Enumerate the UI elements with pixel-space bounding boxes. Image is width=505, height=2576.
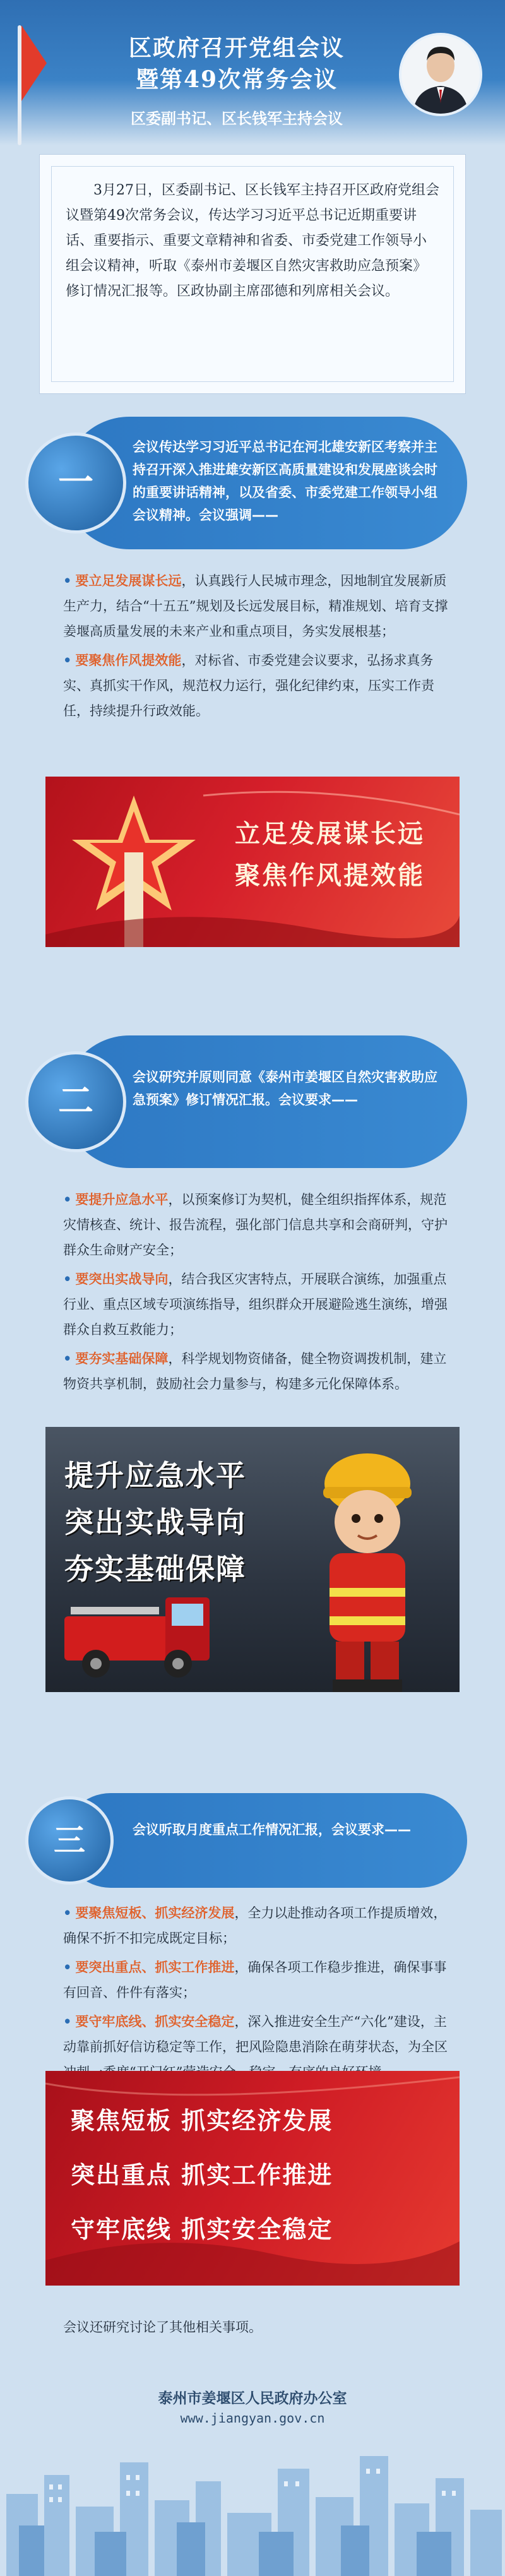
section-1-body — [63, 568, 454, 727]
list-item: • 要夯实基础保障，科学规划物资储备，健全物资调拨机制，建立物资共享机制，鼓励社会力量参与，构建多元化保障体系。 — [63, 1351, 447, 1392]
list-item: • 要提升应急水平，以预案修订为契机，健全组织指挥体系，规范灾情核查、统计、报告流程，强化部门信息共享和会商研判，守护群众生命财产安全； — [63, 1191, 448, 1258]
section-3-heading: 会议听取月度重点工作情况汇报，会议要求—— — [63, 1793, 467, 1888]
list-item: • 要突出重点、抓实工作推进，确保各项工作稳步推进，确保事事有回音、件件有落实； — [63, 1959, 447, 2000]
section-3-banner-text: 聚焦短板 抓实经济发展 突出重点 抓实工作推进 守牢底线 抓实安全稳定 — [71, 2106, 333, 2243]
bullet-icon: • — [63, 652, 72, 668]
bullet-icon: • — [63, 1271, 72, 1287]
footer-url: www.jiangyan.gov.cn — [180, 2411, 325, 2426]
bullet-icon: • — [63, 573, 72, 588]
intro-card — [39, 154, 466, 394]
section-3-body — [63, 1900, 454, 2089]
intro-text: 3月27日，区委副书记、区长钱军主持召开区政府党组会议暨第49次常务会议，传达学习习近平总书记近期重要讲话、重要指示、重要文章精神和省委、市委党建工作领导小组会议精神，听取《泰州市姜堰区自然灾害救助应急预案》修订情况汇报等。区政协副主席邵德和列席相关会议。 — [51, 166, 454, 382]
person-portrait-icon — [401, 35, 480, 114]
list-item: • 要聚焦作风提效能，对标省、市委党建会议要求，弘扬求真务实、真抓实干作风，规范权力运行，强化纪律约束，压实工作责任，持续提升行政效能。 — [63, 652, 434, 719]
section-2-banner — [45, 1427, 460, 1692]
bullet-icon: • — [63, 1191, 72, 1207]
page-title-line1: 区政府召开党组会议 — [128, 35, 345, 61]
section-1-banner — [45, 777, 460, 947]
section-1-heading: 会议传达学习习近平总书记在河北雄安新区考察并主持召开深入推进雄安新区高质量建设和发展座谈会时的重要讲话精神，以及省委、市委党建工作领导小组会议精神。会议强调—— — [63, 417, 467, 549]
section-1-header — [25, 417, 467, 549]
closing-text: 会议还研究讨论了其他相关事项。 — [63, 2320, 262, 2335]
section-1-number: 一 — [25, 432, 126, 534]
section-3-number: 三 — [25, 1796, 114, 1885]
page-subtitle: 区委副书记、区长钱军主持会议 — [131, 110, 343, 128]
section-2-banner-text: 提升应急水平 突出实战导向 夯实基础保障 — [64, 1458, 246, 1586]
bullet-icon: • — [63, 1905, 72, 1921]
section-1-banner-text: 立足发展谋长远 聚焦作风提效能 — [235, 819, 425, 890]
city-skyline-icon — [0, 2437, 505, 2576]
section-2-header — [25, 1035, 467, 1168]
bullet-icon: • — [63, 1351, 72, 1366]
flag-icon — [21, 25, 47, 101]
section-2-body — [63, 1187, 454, 1400]
bullet-icon: • — [63, 2013, 72, 2029]
list-item: • 要突出实战导向，结合我区灾害特点，开展联合演练，加强重点行业、重点区域专项演练指导，组织群众开展避险逃生演练，增强群众自救互救能力； — [63, 1271, 448, 1337]
list-item: • 要守牢底线、抓实安全稳定，深入推进安全生产“六化”建设，主动靠前抓好信访稳定等工作，把风险隐患消除在萌芽状态，为全区 — [63, 2013, 448, 2054]
footer-org-name: 泰州市姜堰区人民政府办公室 — [158, 2390, 347, 2407]
bullet-icon: • — [63, 1959, 72, 1975]
page-title-line2: 暨第49次常务会议 — [135, 66, 338, 93]
avatar — [399, 33, 482, 116]
list-item: • 要立足发展谋长远，认真践行人民城市理念，因地制宜发展新质生产力，结合“十五五”规划及长远发展目标，精准规划、培育支撑姜堰高质量发展的未来产业和重点项目，务实发展根基； — [63, 573, 448, 639]
section-2-heading: 会议研究并原则同意《泰州市姜堰区自然灾害救助应急预案》修订情况汇报。会议要求—— — [63, 1035, 467, 1168]
section-3-header — [25, 1793, 467, 1888]
list-item: • 要聚焦短板、抓实经济发展，全力以赴推动各项工作提质增效，确保不折不扣完成既定目标； — [63, 1905, 447, 1946]
section-2-number: 二 — [25, 1051, 126, 1152]
section-3-banner — [45, 2071, 460, 2286]
